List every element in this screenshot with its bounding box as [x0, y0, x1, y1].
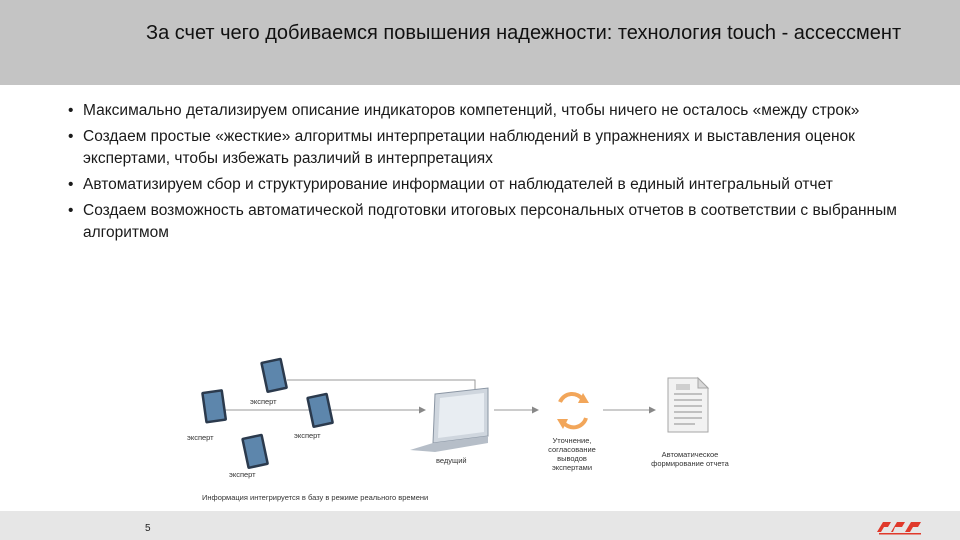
refine-label: Уточнение, согласование выводов экспертами — [548, 436, 596, 472]
document-icon — [668, 378, 708, 432]
tablet-icon — [306, 392, 334, 428]
bullet-item: • Создаем простые «жесткие» алгоритмы интерпретации наблюдений в упражнениях и выставления оценок экспертами, чтобы избежать различий в интерпретациях — [68, 126, 928, 170]
slide-title: За счет чего добиваемся повышения надежности: технология touch - ассессмент — [146, 22, 902, 44]
laptop-icon — [410, 388, 488, 452]
rzd-logo-icon — [875, 518, 925, 536]
footer-bar — [0, 511, 960, 540]
expert-label: эксперт — [229, 470, 256, 479]
process-diagram — [0, 340, 960, 510]
tablet-icon — [201, 389, 227, 424]
diagram-caption: Информация интегрируется в базу в режиме реального времени — [202, 493, 429, 502]
bullet-list — [68, 100, 928, 248]
bullet-item: • Создаем возможность автоматической подготовки итоговых персональных отчетов в соответствии с выбранным алгоритмом — [68, 200, 928, 244]
tablet-icon — [260, 357, 288, 393]
report-label: Автоматическое формирование отчета — [651, 450, 729, 468]
page-number: 5 — [145, 523, 151, 534]
bullet-item: • Максимально детализируем описание индикаторов компетенций, чтобы ничего не осталось «между строк» — [68, 100, 928, 122]
expert-label: эксперт — [250, 397, 277, 406]
leader-label: ведущий — [436, 456, 467, 465]
expert-label: эксперт — [294, 431, 321, 440]
bullet-item: • Автоматизируем сбор и структурирование информации от наблюдателей в единый интегральный отчет — [68, 174, 928, 196]
tablet-icon — [241, 433, 269, 469]
expert-label: эксперт — [187, 433, 214, 442]
